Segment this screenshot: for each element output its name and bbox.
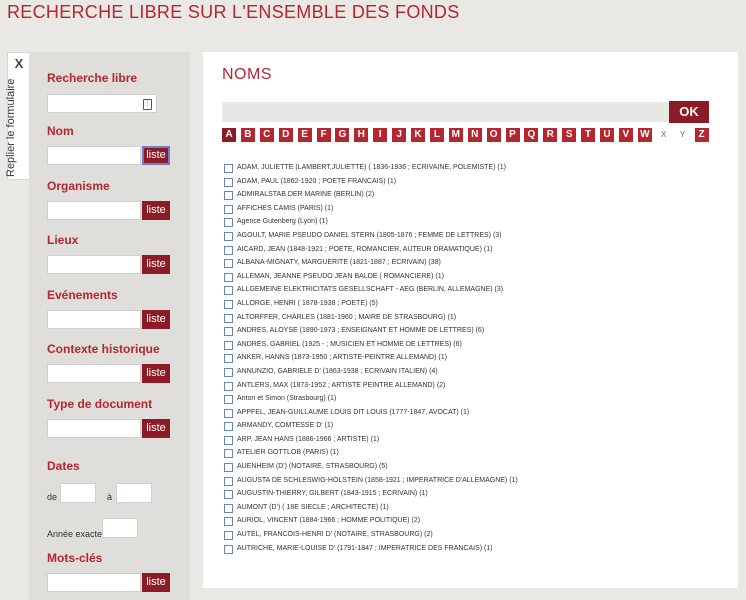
letter-u[interactable]: U [600,128,614,142]
name-label: ANDRES, GABRIEL (1925 - ; MUSICIEN ET HOMME DE LETTRES) (6) [237,340,462,348]
letter-c[interactable]: C [260,128,274,142]
lieux-label: Lieux [47,233,79,247]
date-from-label: de [47,492,58,502]
keyboard-icon[interactable]: ⋮ [143,99,152,110]
name-label: AUMONT (D') ( 18E SIECLE ; ARCHITECTE) (1) [237,503,389,511]
name-checkbox[interactable] [224,286,233,295]
date-to-input[interactable] [116,483,152,503]
dates-label: Dates [47,459,80,473]
name-checkbox[interactable] [224,490,233,499]
name-checkbox[interactable] [224,436,233,445]
name-checkbox[interactable] [224,259,233,268]
name-checkbox[interactable] [224,422,233,431]
organisme-input[interactable] [47,201,141,220]
name-label: Agence Gutenberg (Lyon) (1) [237,218,328,226]
name-checkbox[interactable] [224,382,233,391]
name-checkbox[interactable] [224,341,233,350]
nom-input[interactable] [47,146,141,165]
organisme-liste-button[interactable]: liste [142,201,170,220]
name-label: AUTRICHE, MARIE-LOUISE D' (1791-1847 ; IMPERATRICE DES FRANCAIS) (1) [237,544,493,552]
name-label: AUGUSTA DE SCHLESWIG-HOLSTEIN (1858-1921 ; IMPERATRICE D'ALLEMAGNE) (1) [237,476,518,484]
name-checkbox[interactable] [224,205,233,214]
lieux-liste-button[interactable]: liste [142,255,170,274]
letter-f[interactable]: F [317,128,331,142]
name-checkbox[interactable] [224,449,233,458]
noms-panel [203,52,738,588]
name-checkbox[interactable] [224,545,233,554]
name-label: ANTLERS, MAX (1873-1952 ; ARTISTE PEINTRE ALLEMAND) (2) [237,381,446,389]
collapse-form-label[interactable]: Replier le formulaire [5,78,17,177]
name-checkbox[interactable] [224,354,233,363]
name-checkbox[interactable] [224,178,233,187]
annee-exacte-label: Année exacte [47,529,103,539]
letter-j[interactable]: J [392,128,406,142]
letter-x: X [661,130,667,139]
letter-n[interactable]: N [468,128,482,142]
name-label: ADMIRALSTAB DER MARINE (BERLIN) (2) [237,191,375,199]
name-label: ALBANA-MIGNATY, MARGUERITE (1821-1887 ; ECRIVAIN) (38) [237,259,441,267]
type-document-label: Type de document [47,397,153,411]
evenements-liste-button[interactable]: liste [142,310,170,329]
mots-cles-label: Mots-clés [47,551,103,565]
annee-exacte-input[interactable] [102,518,138,538]
name-checkbox[interactable] [224,273,233,282]
name-label: ALLORGE, HENRI ( 1878-1938 ; POETE) (5) [237,299,378,307]
name-checkbox[interactable] [224,395,233,404]
date-to-label: à [107,492,113,502]
name-label: ALLEMAN, JEANNE PSEUDO JEAN BALDE ( ROMANCIERE) (1) [237,272,444,280]
name-checkbox[interactable] [224,232,233,241]
name-label: AFFICHES CAMIS (PARIS) (1) [237,204,334,212]
name-label: AUTEL, FRANCOIS-HENRI D' (NOTAIRE, STRASBOURG) (2) [237,531,433,539]
name-checkbox[interactable] [224,463,233,472]
name-label: ANDRES, ALOYSE (1890-1973 ; ENSEIGNANT ET HOMME DE LETTRES) (6) [237,327,485,335]
name-checkbox[interactable] [224,300,233,309]
organisme-label: Organisme [47,179,110,193]
contexte-label: Contexte historique [47,342,160,356]
contexte-liste-button[interactable]: liste [142,364,170,383]
name-checkbox[interactable] [224,164,233,173]
type-document-input[interactable] [47,419,141,438]
name-label: ANNUNZIO, GABRIELE D' (1863-1938 ; ECRIVAIN ITALIEN) (4) [237,367,438,375]
letter-v[interactable]: V [619,128,633,142]
letter-z[interactable]: Z [695,128,709,142]
name-checkbox[interactable] [224,477,233,486]
letter-e[interactable]: E [298,128,312,142]
evenements-input[interactable] [47,310,141,329]
letter-b[interactable]: B [241,128,255,142]
name-checkbox[interactable] [224,368,233,377]
name-label: ATELIER GOTTLOB (PARIS) (1) [237,449,339,457]
name-checkbox[interactable] [224,504,233,513]
name-checkbox[interactable] [224,218,233,227]
name-label: AGOULT, MARIE PSEUDO DANIEL STERN (1805-1876 ; FEMME DE LETTRES) (3) [237,231,502,239]
letter-q[interactable]: Q [524,128,538,142]
search-form-panel [29,52,190,600]
name-label: AICARD, JEAN (1848-1921 ; POETE, ROMANCIER, AUTEUR DRAMATIQUE) (1) [237,245,493,253]
letter-k[interactable]: K [411,128,425,142]
ok-button[interactable]: OK [669,101,709,123]
name-checkbox[interactable] [224,314,233,323]
name-label: ARMANDY, COMTESSE D' (1) [237,422,334,430]
name-label: Anton et Simon (Strasbourg) (1) [237,395,337,403]
letter-l[interactable]: L [430,128,444,142]
nom-label: Nom [47,124,74,138]
letter-h[interactable]: H [354,128,368,142]
name-label: AUENHEIM (D') (NOTAIRE, STRASBOURG) (5) [237,463,388,471]
name-label: APPFEL, JEAN-GUILLAUME LOUIS DIT LOUIS (1777-1847, AVOCAT) (1) [237,408,470,416]
date-from-input[interactable] [60,483,96,503]
noms-search-input[interactable] [222,102,669,122]
name-checkbox[interactable] [224,531,233,540]
name-label: ADAM, JULIETTE (LAMBERT,JULIETTE) ( 1836-1936 ; ECRIVAINE, POLEMISTE) (1) [237,164,506,171]
name-label: ALLGEMEINE ELEKTRICITATS GESELLSCHAFT - AEG (BERLIN, ALLEMAGNE) (3) [237,286,504,294]
page-title: RECHERCHE LIBRE SUR L'ENSEMBLE DES FONDS [7,2,460,22]
name-label: ANKER, HANNS (1873-1950 ; ARTISTE-PEINTRE ALLEMAND) (1) [237,354,447,362]
name-label: AURIOL, VINCENT (1884-1966 ; HOMME POLITIQUE) (2) [237,517,421,525]
name-label: ARP, JEAN HANS (1886-1966 ; ARTISTE) (1) [237,435,380,443]
noms-title: NOMS [222,66,272,83]
name-label: AUGUSTIN-THIERRY, GILBERT (1843-1915 ; ECRIVAIN) (1) [237,490,428,498]
type-document-liste-button[interactable]: liste [142,419,170,438]
letter-p[interactable]: P [506,128,520,142]
letter-s[interactable]: S [562,128,576,142]
letter-t[interactable]: T [581,128,595,142]
letter-m[interactable]: M [449,128,463,142]
name-checkbox[interactable] [224,191,233,200]
mots-cles-input[interactable] [47,573,141,592]
letter-w[interactable]: W [638,128,652,142]
letter-i[interactable]: I [373,128,387,142]
nom-liste-button[interactable]: liste [142,146,170,165]
close-icon[interactable]: X [14,56,24,71]
letter-y: Y [679,130,686,139]
name-label: ADAM, PAUL (1862-1920 ; POETE FRANCAIS) (1) [237,177,397,185]
mots-cles-liste-button[interactable]: liste [142,573,170,592]
letter-a[interactable]: A [222,128,236,142]
evenements-label: Evénements [47,288,118,302]
name-checkbox[interactable] [224,409,233,418]
letter-d[interactable]: D [279,128,293,142]
name-checkbox[interactable] [224,517,233,526]
name-checkbox[interactable] [224,327,233,336]
free-search-label: Recherche libre [47,71,138,85]
lieux-input[interactable] [47,255,141,274]
letter-g[interactable]: G [335,128,349,142]
free-search-input[interactable] [47,94,157,113]
letter-r[interactable]: R [543,128,557,142]
name-checkbox[interactable] [224,246,233,255]
name-label: ALTORFFER, CHARLES (1881-1960 ; MAIRE DE STRASBOURG) (1) [237,313,457,321]
letter-o[interactable]: O [487,128,501,142]
contexte-input[interactable] [47,364,141,383]
